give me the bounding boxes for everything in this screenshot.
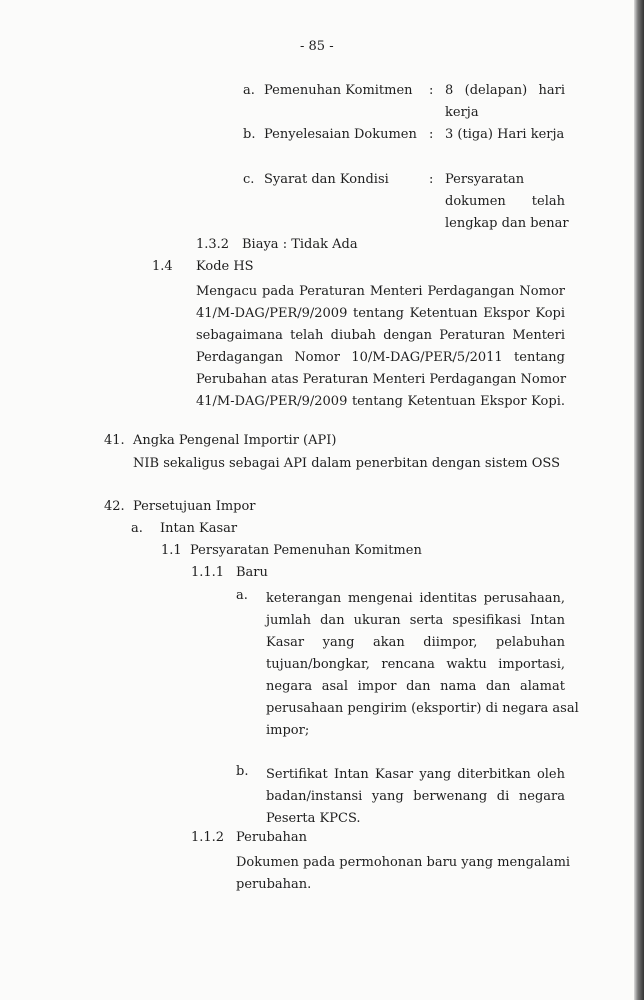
section-number: 1.3.2	[196, 237, 230, 252]
section-number: 1.1.2	[191, 830, 225, 845]
item-value: kerja	[445, 105, 479, 120]
item-b-paragraph: Sertifikat Intan Kasar yang diterbitkan oleh badan/instansi yang berwenang di negara Peserta KPCS.	[266, 767, 565, 826]
item-marker: c.	[243, 172, 255, 187]
item-value: 8 (delapan) hari	[445, 83, 565, 98]
section-number: 1.4	[152, 259, 173, 274]
biaya-text: Biaya : Tidak Ada	[242, 237, 358, 252]
section-title: Persyaratan Pemenuhan Komitmen	[190, 543, 422, 558]
sub-marker: a.	[131, 521, 143, 536]
sub-title: Intan Kasar	[160, 521, 238, 536]
item-marker: b.	[236, 764, 249, 779]
item-marker: b.	[243, 127, 256, 142]
section-number: 1.1	[161, 543, 182, 558]
section-number: 42.	[104, 499, 125, 514]
item-marker: a.	[236, 588, 248, 603]
section-text: NIB sekaligus sebagai API dalam penerbitan dengan sistem OSS	[133, 456, 560, 471]
section-title: Angka Pengenal Importir (API)	[133, 433, 337, 448]
colon: :	[429, 127, 434, 142]
section-title: Baru	[236, 565, 268, 580]
item-a-paragraph: keterangan mengenai identitas perusahaan, jumlah dan ukuran serta spesifikasi Intan Kasar yang akan diimpor, pelabuhan tujuan/bongkar, rencana waktu importasi, negara asal impor dan nama dan alamat perusahaan pengirim (eksportir) di negara asal impor;	[266, 591, 579, 738]
section-title: Perubahan	[236, 830, 308, 845]
item-value: dokumen telah	[445, 194, 565, 209]
page-number: - 85 -	[300, 39, 334, 54]
section-title: Kode HS	[196, 259, 254, 274]
item-value: lengkap dan benar	[445, 216, 569, 231]
section-number: 1.1.1	[191, 565, 225, 580]
colon: :	[429, 83, 434, 98]
item-value: 3 (tiga) Hari kerja	[445, 127, 565, 142]
perubahan-paragraph: Dokumen pada permohonan baru yang mengalami perubahan.	[236, 855, 571, 892]
section-title: Persetujuan Impor	[133, 499, 256, 514]
section-number: 41.	[104, 433, 125, 448]
colon: :	[429, 172, 434, 187]
kode-hs-paragraph: Mengacu pada Peraturan Menteri Perdagangan Nomor 41/M-DAG/PER/9/2009 tentang Ketentuan Ekspor Kopi sebagaimana telah diubah dengan Peraturan Menteri Perdagangan Nomor 10/M-DAG/PER/5/2011 tentang Perubahan atas Peraturan Menteri Perdagangan Nomor 41/M-DAG/PER/9/2009 tentang Ketentuan Ekspor Kopi.	[196, 284, 567, 409]
item-value: Persyaratan	[445, 172, 525, 187]
item-marker: a.	[243, 83, 255, 98]
item-label: Syarat dan Kondisi	[264, 172, 389, 187]
item-label: Pemenuhan Komitmen	[264, 83, 413, 98]
scan-page-edge	[634, 0, 644, 1000]
item-label: Penyelesaian Dokumen	[264, 127, 417, 142]
